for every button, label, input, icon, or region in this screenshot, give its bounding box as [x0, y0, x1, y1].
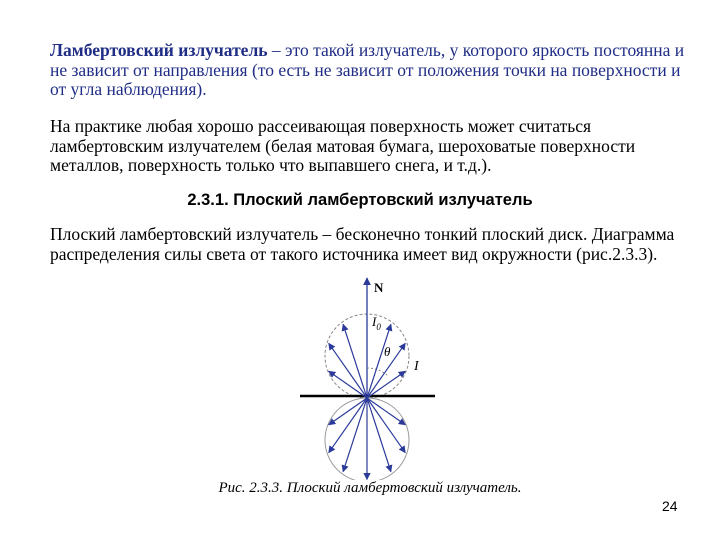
lower-intensity-arrow-0 — [329, 398, 367, 425]
section-heading: 2.3.1. Плоский ламбертовский излучатель — [187, 191, 533, 209]
description-paragraph: Плоский ламбертовский излучатель – бесконечно тонкий плоский диск. Диаграмма распределения силы света от такого источника имеет вид окружности (рис.2.3.3). — [50, 224, 675, 264]
lambertian-diagram — [290, 270, 450, 480]
i0-label: $I_0$ — [372, 314, 381, 332]
intensity-label: I — [414, 359, 419, 374]
theta-label: θ — [384, 344, 391, 359]
upper-intensity-arrow-1 — [329, 343, 367, 398]
practice-paragraph: На практике любая хорошо рассеивающая поверхность может считаться ламбертовским излучателем (белая матовая бумага, шероховатые поверхности металлов, поверхность только что выпавшего снега, и т.д.). — [50, 116, 636, 175]
definition-term: Ламбертовский излучатель — [50, 40, 268, 60]
normal-label: N — [374, 280, 384, 295]
page-number: 24 — [662, 498, 678, 514]
definition-paragraph — [50, 41, 700, 100]
figure-caption: Рис. 2.3.3. Плоский ламбертовский излучатель. — [218, 480, 522, 496]
upper-intensity-arrow-0 — [329, 371, 367, 398]
upper-intensity-arrow-6 — [367, 371, 405, 398]
lower-intensity-arrow-5 — [367, 398, 405, 425]
i0-subscript: 0 — [376, 322, 381, 332]
lower-intensity-arrow-2 — [343, 398, 367, 472]
upper-intensity-arrow-4 — [367, 324, 391, 398]
upper-intensity-arrow-2 — [343, 324, 367, 398]
definition-text: – это такой излучатель, у которого яркость постоянна и не зависит от направления (то есть не зависит от положения точки на поверхности и от угла наблюдения). — [50, 40, 685, 99]
lower-intensity-arrow-3 — [367, 398, 391, 472]
lower-intensity-arrow-1 — [329, 398, 367, 453]
lower-intensity-arrow-4 — [367, 398, 405, 453]
